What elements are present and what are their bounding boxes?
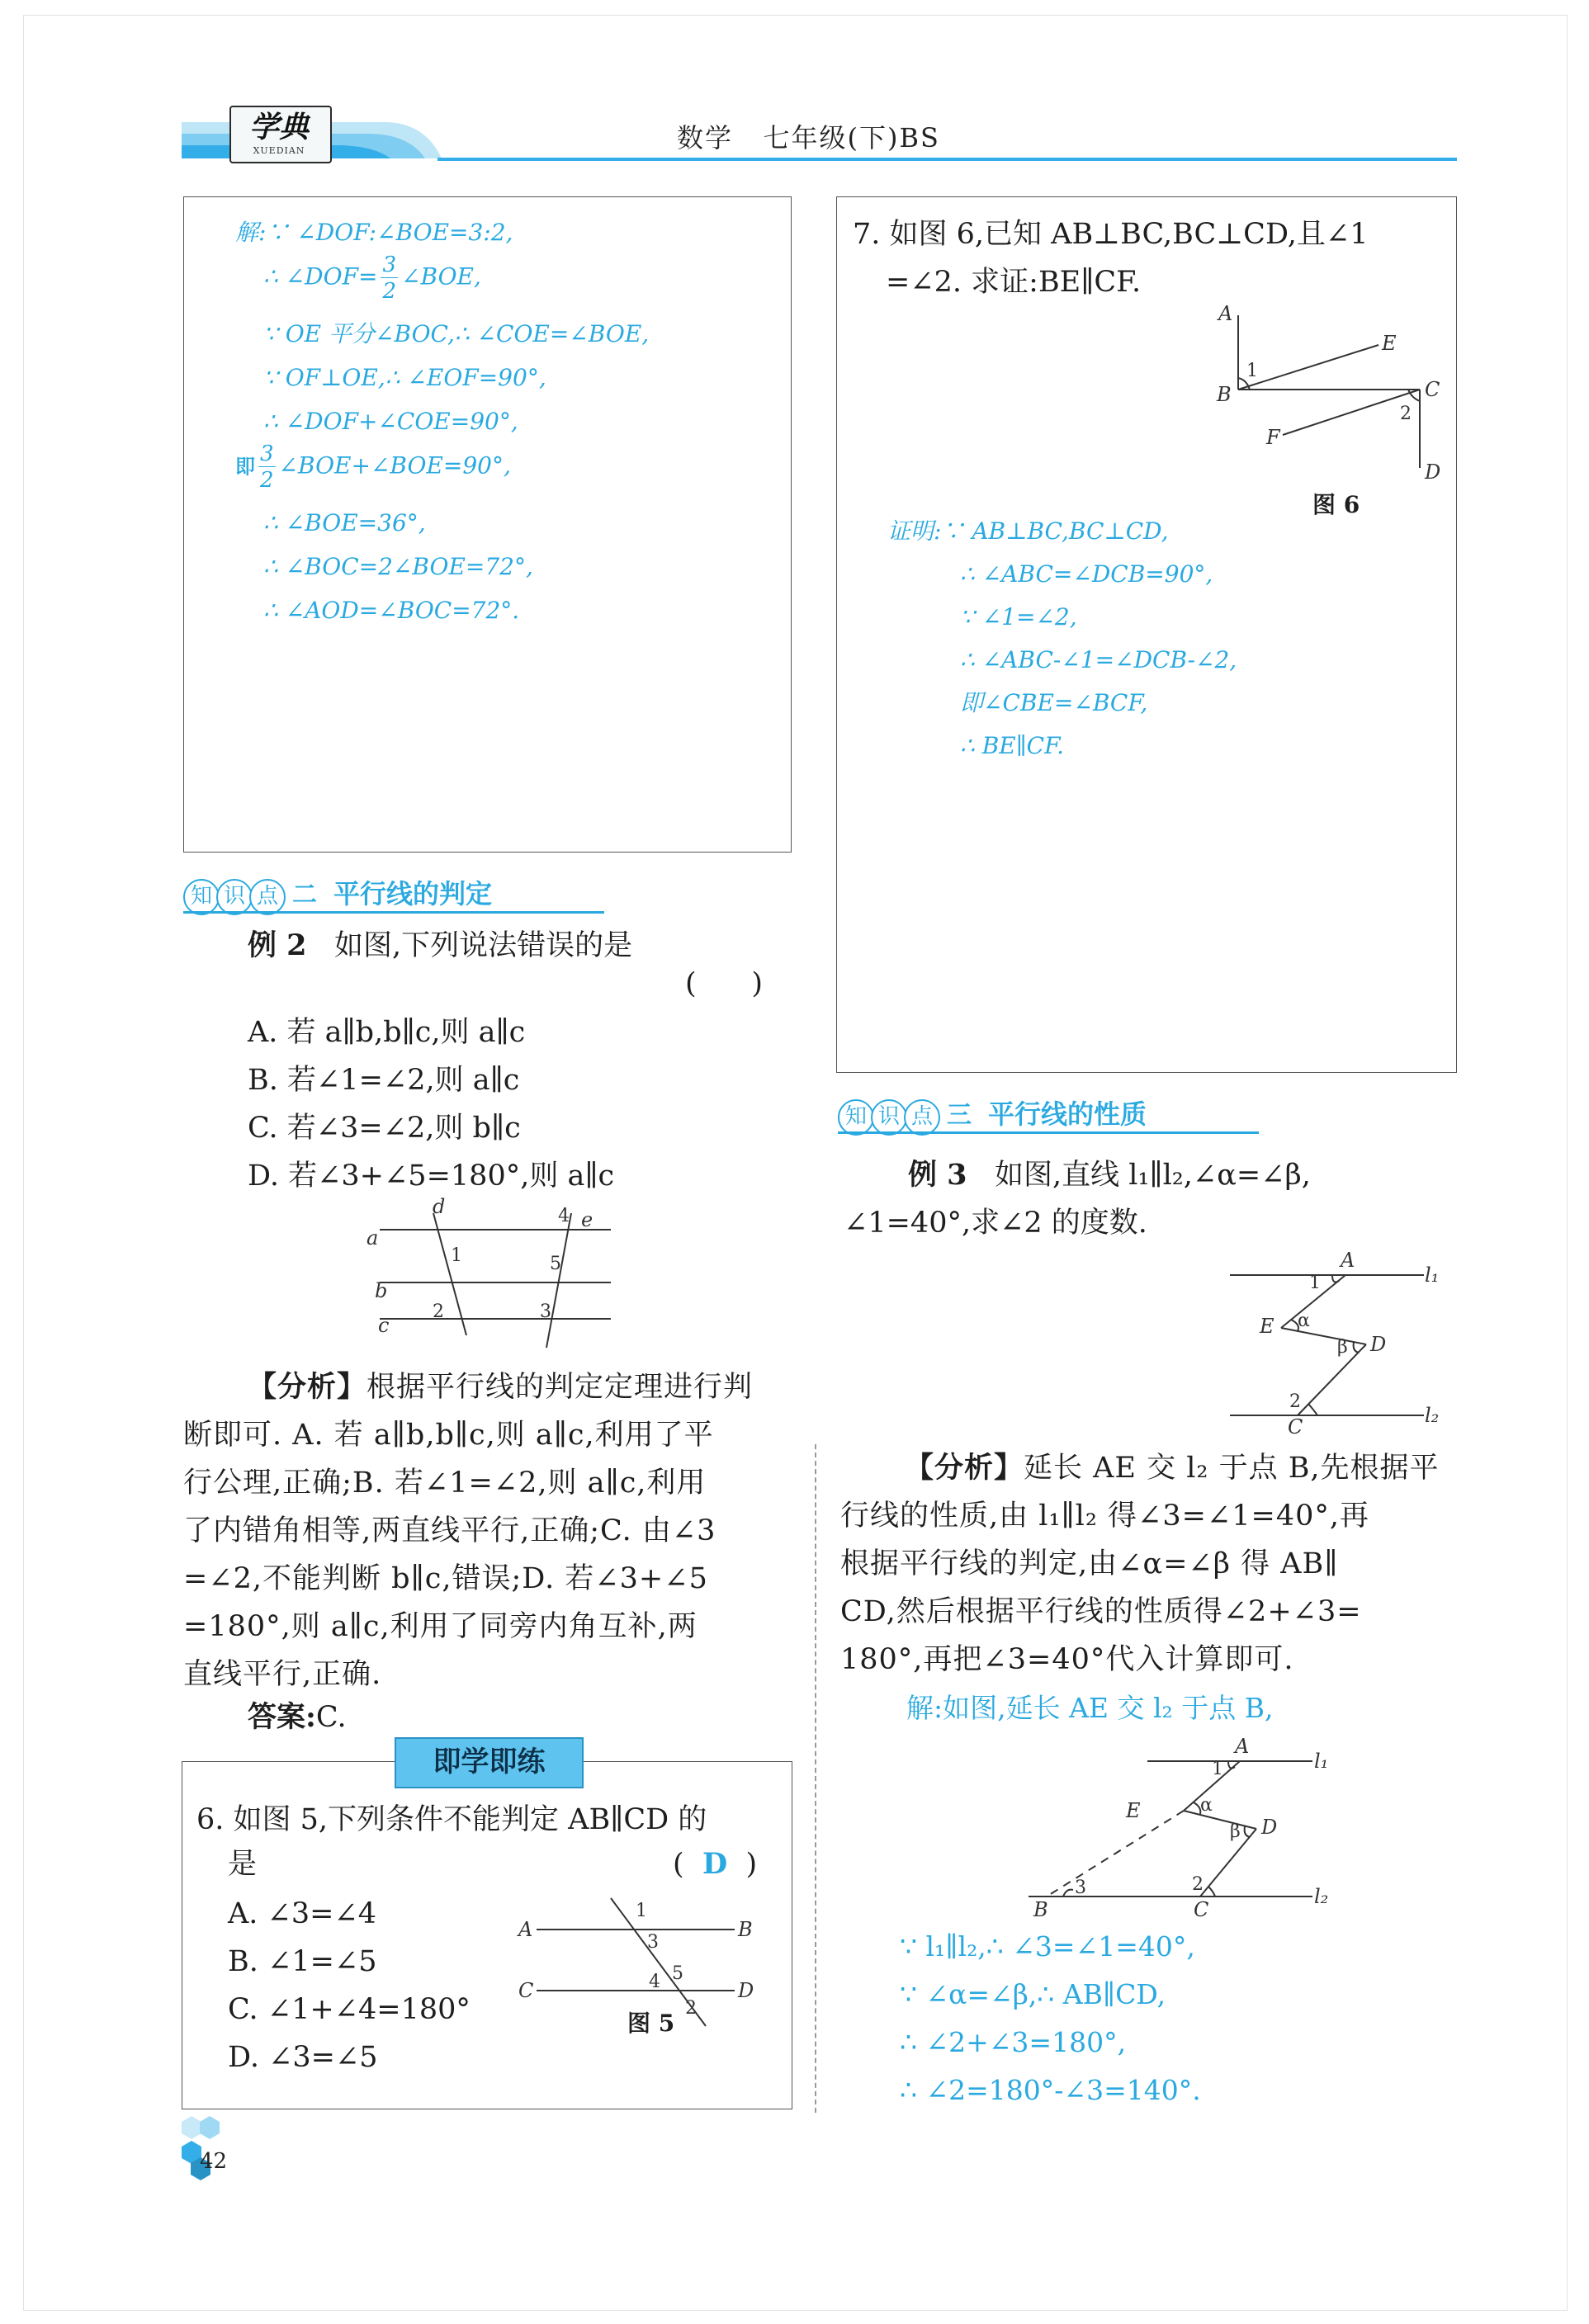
solution-line: ∴ ∠AOD=∠BOC=72°.	[263, 597, 520, 624]
analysis-line: 了内错角相等,两直线平行,正确;C. 由∠3	[183, 1514, 716, 1547]
label-C: C	[518, 1979, 534, 2002]
kp-underline	[838, 1131, 1259, 1134]
analysis-line: 【分析】延长 AE 交 l₂ 于点 B,先根据平	[905, 1451, 1440, 1485]
solution-line: ∵ OF⊥OE,∴ ∠EOF=90°,	[263, 364, 546, 391]
label-a: a	[367, 1226, 379, 1249]
solution-line: ∴ ∠DOF+∠COE=90°,	[263, 408, 518, 435]
angle-2: 2	[433, 1301, 444, 1322]
solution-line: 即 $\frac{3}{2}$ ∠BOE+∠BOE=90°,	[235, 442, 511, 493]
proof-line: ∴ BE∥CF.	[960, 732, 1065, 759]
label-B: B	[738, 1918, 753, 1941]
label-D: D	[1370, 1333, 1387, 1356]
label-C: C	[1194, 1898, 1209, 1921]
knowledge-point-2-heading	[183, 873, 492, 915]
angle-3: 3	[540, 1301, 551, 1322]
q6-answer-blank: ( D )	[673, 1847, 758, 1881]
angle-alpha: α	[1200, 1795, 1213, 1816]
proof-line: ∴ ∠ABC-∠1=∠DCB-∠2,	[960, 646, 1237, 673]
figure-6-caption: 图 6	[1312, 491, 1360, 518]
q6-question-cont: 是	[228, 1848, 258, 1881]
example-2-answer: 答案:C.	[248, 1700, 347, 1734]
badge: 点	[249, 879, 286, 915]
label-l1: l₁	[1314, 1750, 1329, 1773]
proof-line: ∵ ∠1=∠2,	[960, 603, 1077, 631]
label-D: D	[1261, 1816, 1278, 1839]
kp-number: 三	[947, 1101, 972, 1130]
analysis-line: =180°,则 a∥c,利用了同旁内角互补,两	[183, 1610, 698, 1643]
angle-4: 4	[558, 1206, 570, 1226]
proof-line: 证明:∵ AB⊥BC,BC⊥CD,	[887, 517, 1169, 545]
option-list	[248, 1008, 614, 1200]
label-C: C	[1288, 1415, 1303, 1438]
figure-6	[1213, 299, 1445, 489]
badge: 知	[183, 879, 220, 915]
solution-line: ∵ l₁∥l₂,∴ ∠3=∠1=40°,	[900, 1930, 1195, 1963]
solution-line: ∵ ∠α=∠β,∴ AB∥CD,	[900, 1978, 1166, 2010]
fraction: $\frac{3}{2}$	[260, 442, 274, 493]
label-D: D	[1425, 461, 1441, 484]
q6-option-c: C. ∠1+∠4=180°	[228, 1993, 471, 2026]
label-E: E	[1260, 1315, 1275, 1338]
q6-option-a: A. ∠3=∠4	[228, 1897, 377, 1930]
solution-box	[183, 196, 792, 853]
angle-alpha: α	[1298, 1311, 1310, 1331]
analysis-line: 【分析】根据平行线的判定定理进行判	[248, 1370, 754, 1404]
header-line	[437, 158, 1457, 161]
label-c: c	[378, 1314, 390, 1337]
analysis-line: 行线的性质,由 l₁∥l₂ 得∠3=∠1=40°,再	[840, 1500, 1369, 1533]
option-c: C. 若∠3=∠2,则 b∥c	[248, 1112, 521, 1145]
q7-question	[853, 210, 1368, 306]
logo: 学典	[248, 110, 309, 144]
label-B: B	[1217, 383, 1232, 406]
practice-title: 即学即练	[395, 1737, 584, 1788]
label-F: F	[1266, 426, 1280, 449]
kp-title: 平行线的判定	[333, 878, 493, 909]
label-B: B	[1033, 1898, 1048, 1921]
answer-paren: ( )	[685, 967, 764, 1000]
example-2-analysis	[183, 1363, 794, 1698]
solution-line: ∴ ∠BOE=36°,	[263, 509, 426, 536]
label-A: A	[1341, 1249, 1355, 1272]
badge: 点	[904, 1099, 940, 1136]
label-E: E	[1382, 332, 1397, 355]
q7-proof	[887, 510, 1237, 768]
figure-5-caption: 图 5	[627, 2010, 675, 2037]
badge: 知	[838, 1099, 874, 1136]
q6-answer: D	[702, 1847, 728, 1881]
analysis-line: 直线平行,正确.	[183, 1658, 382, 1691]
angle-1: 1	[451, 1245, 462, 1266]
badge: 识	[871, 1099, 907, 1136]
angle-1: 1	[1212, 1759, 1223, 1779]
proof-line: ∴ ∠ABC=∠DCB=90°,	[960, 560, 1213, 588]
header-title: 数学 七年级(下)BS	[677, 122, 940, 154]
angle-2: 2	[1289, 1391, 1301, 1412]
solution-line: 解:∵ ∠DOF:∠BOE=3:2,	[235, 219, 513, 246]
label-l2: l₂	[1314, 1885, 1329, 1908]
example-3-solution-figure	[1024, 1728, 1362, 1926]
angle-3: 3	[1075, 1878, 1086, 1898]
angle-1: 1	[1246, 361, 1258, 381]
q6-option-b: B. ∠1=∠5	[228, 1945, 377, 1978]
angle-beta: β	[1230, 1821, 1241, 1842]
label-E: E	[1126, 1799, 1141, 1822]
example-3-figure	[1222, 1242, 1461, 1440]
solution-line: ∴ ∠DOF= $\frac{3}{2}$ ∠BOE,	[263, 253, 481, 304]
option-b: B. 若∠1=∠2,则 a∥c	[248, 1064, 520, 1097]
example-3-solution-intro: 解:如图,延长 AE 交 l₂ 于点 B,	[906, 1692, 1274, 1724]
label-e: e	[581, 1208, 594, 1231]
label-C: C	[1425, 378, 1440, 401]
badge: 识	[216, 879, 253, 915]
page-number: 42	[200, 2149, 228, 2174]
angle-1: 1	[1309, 1273, 1321, 1293]
analysis-line: 行公理,正确;B. 若∠1=∠2,则 a∥c,利用	[183, 1467, 707, 1500]
label-A: A	[518, 1918, 533, 1941]
column-divider	[815, 1444, 816, 2113]
analysis-line: =∠2,不能判断 b∥c,错误;D. 若∠3+∠5	[183, 1562, 708, 1595]
angle-2: 2	[1192, 1874, 1204, 1895]
kp-title: 平行线的性质	[988, 1098, 1147, 1130]
q6-question: 6. 如图 5,下列条件不能判定 AB∥CD 的	[196, 1803, 707, 1836]
label-l2: l₂	[1425, 1404, 1440, 1427]
solution-line: ∴ ∠2+∠3=180°,	[900, 2026, 1127, 2058]
kp-number: 二	[292, 881, 317, 909]
example-3-analysis	[840, 1444, 1455, 1684]
analysis-line: 根据平行线的判定,由∠α=∠β 得 AB∥	[840, 1547, 1339, 1580]
kp-underline	[183, 911, 604, 914]
label-d: d	[433, 1195, 446, 1218]
q6-options	[228, 1890, 471, 2081]
solution-text	[235, 210, 780, 632]
label-A: A	[1218, 302, 1233, 325]
example-2-figure	[363, 1195, 627, 1352]
fraction: $\frac{3}{2}$	[382, 253, 397, 304]
angle-2: 2	[1400, 404, 1412, 424]
analysis-line: 断即可. A. 若 a∥b,b∥c,则 a∥c,利用了平	[183, 1419, 714, 1452]
option-a: A. 若 a∥b,b∥c,则 a∥c	[248, 1016, 526, 1049]
option-d: D. 若∠3+∠5=180°,则 a∥c	[248, 1160, 615, 1193]
q7-line: 7. 如图 6,已知 AB⊥BC,BC⊥CD,且∠1	[853, 218, 1369, 251]
knowledge-point-3-heading	[838, 1094, 1147, 1136]
angle-2: 2	[685, 1998, 697, 2019]
angle-1: 1	[636, 1901, 647, 1921]
proof-line: 即∠CBE=∠BCF,	[960, 689, 1148, 716]
angle-3: 3	[647, 1932, 659, 1953]
analysis-line: CD,然后根据平行线的性质得∠2+∠3=	[840, 1595, 1362, 1628]
solution-line: ∴ ∠BOC=2∠BOE=72°,	[263, 553, 533, 580]
logo-subtitle: XUEDIAN	[253, 145, 305, 156]
solution-line: ∵ OE 平分∠BOC,∴ ∠COE=∠BOE,	[263, 320, 650, 347]
example-2-question: 例 2 如图,下列说法错误的是	[248, 928, 633, 962]
label-l1: l₁	[1425, 1264, 1440, 1287]
angle-5: 5	[672, 1963, 683, 1984]
solution-line: ∴ ∠2=180°-∠3=140°.	[900, 2074, 1201, 2106]
analysis-line: 180°,再把∠3=40°代入计算即可.	[840, 1643, 1294, 1676]
angle-beta: β	[1337, 1337, 1348, 1358]
angle-5: 5	[550, 1254, 561, 1274]
angle-4: 4	[649, 1972, 660, 1992]
label-A: A	[1235, 1735, 1250, 1758]
label-D: D	[738, 1979, 754, 2002]
label-b: b	[375, 1279, 388, 1302]
example-3-question: 例 3 如图,直线 l₁∥l₂,∠α=∠β, ∠1=40°,求∠2 的度数.	[844, 1158, 1311, 1240]
q6-option-d: D. ∠3=∠5	[228, 2041, 378, 2074]
example-3-solution	[900, 1923, 1201, 2114]
q7-line: =∠2. 求证:BE∥CF.	[886, 266, 1142, 299]
